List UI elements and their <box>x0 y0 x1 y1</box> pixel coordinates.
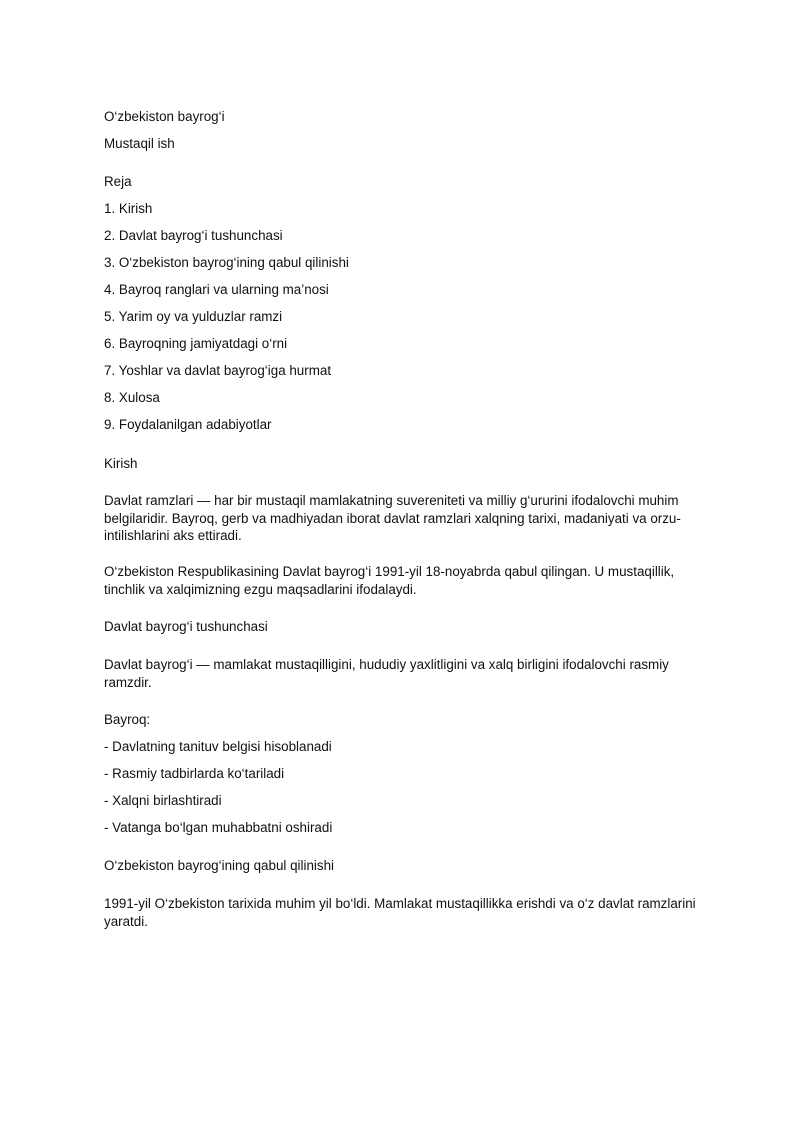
bayroq-label: Bayroq: <box>104 712 151 727</box>
adoption-paragraph: 1991-yil O‘zbekiston tarixida muhim yil bo‘ldi. Mamlakat mustaqillikka erishdi va o‘z davlat ramzlarini yaratdi. <box>104 896 696 929</box>
bayroq-list-item: - Rasmiy tadbirlarda ko‘tariladi <box>104 766 285 781</box>
plan-item: 8. Xulosa <box>104 390 160 405</box>
document-title: O‘zbekiston bayrog‘i <box>104 109 225 124</box>
bayroq-list-item: - Davlatning tanituv belgisi hisoblanadi <box>104 739 332 754</box>
intro-paragraph-1: Davlat ramzlari — har bir mustaqil mamlakatning suvereniteti va milliy g‘ururini ifodalovchi muhim belgilaridir. Bayroq, gerb va madhiyadan iborat davlat ramzlari xalqning tarixi, madaniyati va orzu-intilishlarini aks ettiradi. <box>104 493 681 543</box>
plan-item: 1. Kirish <box>104 201 153 216</box>
plan-item: 4. Bayroq ranglari va ularning ma’nosi <box>104 282 329 297</box>
concept-paragraph: Davlat bayrog‘i — mamlakat mustaqilligini, hududiy yaxlitligini va xalq birligini ifodalovchi rasmiy ramzdir. <box>104 657 669 690</box>
intro-paragraph-2: O‘zbekiston Respublikasining Davlat bayrog‘i 1991-yil 18-noyabrda qabul qilingan. U mustaqillik, tinchlik va xalqimizning ezgu maqsadlarini ifodalaydi. <box>104 564 675 597</box>
plan-heading: Reja <box>104 174 132 189</box>
plan-item: 9. Foydalanilgan adabiyotlar <box>104 417 272 432</box>
plan-item: 2. Davlat bayrog‘i tushunchasi <box>104 228 283 243</box>
plan-item: 5. Yarim oy va yulduzlar ramzi <box>104 309 283 324</box>
plan-item: 7. Yoshlar va davlat bayrog‘iga hurmat <box>104 363 332 378</box>
plan-item: 6. Bayroqning jamiyatdagi o‘rni <box>104 336 288 351</box>
section-heading-adoption: O‘zbekiston bayrog‘ining qabul qilinishi <box>104 858 335 873</box>
section-heading-intro: Kirish <box>104 456 138 471</box>
plan-item: 3. O‘zbekiston bayrog‘ining qabul qilinishi <box>104 255 349 270</box>
document-subtitle: Mustaqil ish <box>104 136 175 151</box>
section-heading-concept: Davlat bayrog‘i tushunchasi <box>104 619 268 634</box>
bayroq-list-item: - Vatanga bo‘lgan muhabbatni oshiradi <box>104 820 333 835</box>
bayroq-list-item: - Xalqni birlashtiradi <box>104 793 222 808</box>
